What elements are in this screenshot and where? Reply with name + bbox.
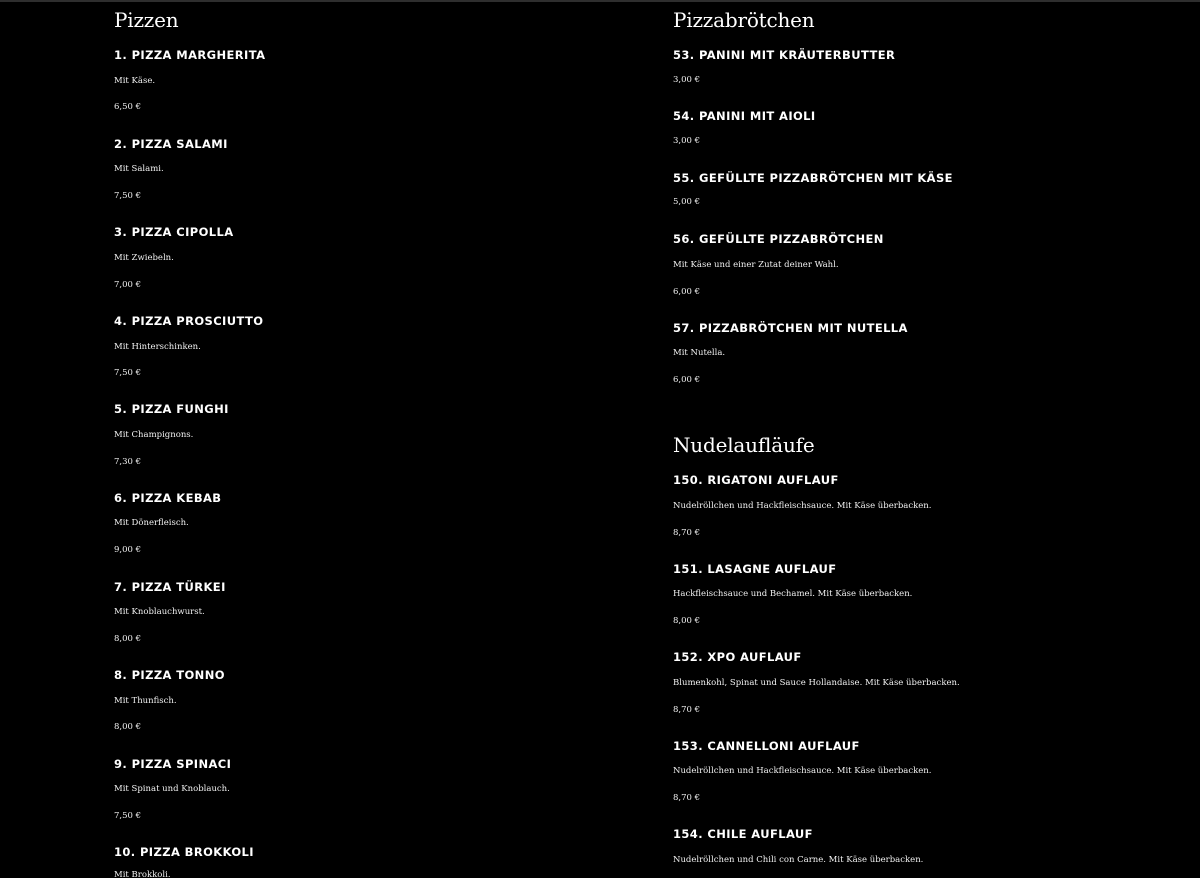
menu-item-title[interactable]: 152. XPO AUFLAUF xyxy=(673,650,802,664)
menu-item-title[interactable]: 10. PIZZA BROKKOLI xyxy=(114,845,254,859)
pizzabroetchen-heading: Pizzabrötchen xyxy=(673,8,815,32)
menu-item-price: 7,50 € xyxy=(114,368,142,378)
menu-item-title[interactable]: 151. LASAGNE AUFLAUF xyxy=(673,562,837,576)
menu-item-price: 7,50 € xyxy=(114,191,142,201)
menu-item-title[interactable]: 57. PIZZABRÖTCHEN MIT NUTELLA xyxy=(673,321,908,335)
menu-item-description: Mit Brokkoli. xyxy=(114,870,171,878)
menu-item-price: 6,00 € xyxy=(673,287,701,297)
menu-item-description: Mit Käse. xyxy=(114,76,156,86)
menu-item-title[interactable]: 56. GEFÜLLTE PIZZABRÖTCHEN xyxy=(673,232,884,246)
menu-item-description: Nudelröllchen und Hackfleischsauce. Mit Käse überbacken. xyxy=(673,766,932,776)
menu-item-title[interactable]: 5. PIZZA FUNGHI xyxy=(114,402,229,416)
menu-item-price: 7,50 € xyxy=(114,811,142,821)
menu-item-description: Nudelröllchen und Chili con Carne. Mit Käse überbacken. xyxy=(673,855,924,865)
menu-item-title[interactable]: 9. PIZZA SPINACI xyxy=(114,757,232,771)
menu-item-title[interactable]: 1. PIZZA MARGHERITA xyxy=(114,48,266,62)
top-border xyxy=(0,0,1200,2)
menu-item-price: 7,00 € xyxy=(114,280,142,290)
menu-item-title[interactable]: 53. PANINI MIT KRÄUTERBUTTER xyxy=(673,48,896,62)
menu-item-title[interactable]: 8. PIZZA TONNO xyxy=(114,668,225,682)
menu-item-price: 6,50 € xyxy=(114,102,142,112)
menu-item-title[interactable]: 154. CHILE AUFLAUF xyxy=(673,827,813,841)
menu-item-description: Mit Käse und einer Zutat deiner Wahl. xyxy=(673,260,839,270)
menu-item-description: Hackfleischsauce und Bechamel. Mit Käse überbacken. xyxy=(673,589,913,599)
menu-item-description: Mit Dönerfleisch. xyxy=(114,518,189,528)
menu-item-price: 7,30 € xyxy=(114,457,142,467)
menu-item-description: Mit Hinterschinken. xyxy=(114,342,201,352)
menu-item-price: 6,00 € xyxy=(673,375,701,385)
menu-item-price: 8,00 € xyxy=(114,722,142,732)
menu-item-price: 3,00 € xyxy=(673,75,701,85)
menu-item-title[interactable]: 55. GEFÜLLTE PIZZABRÖTCHEN MIT KÄSE xyxy=(673,171,953,185)
menu-item-description: Nudelröllchen und Hackfleischsauce. Mit Käse überbacken. xyxy=(673,501,932,511)
menu-item-description: Mit Zwiebeln. xyxy=(114,253,174,263)
menu-item-price: 8,70 € xyxy=(673,793,701,803)
menu-item-price: 8,70 € xyxy=(673,528,701,538)
menu-item-price: 8,70 € xyxy=(673,705,701,715)
menu-item-description: Mit Knoblauchwurst. xyxy=(114,607,205,617)
menu-item-description: Mit Spinat und Knoblauch. xyxy=(114,784,230,794)
menu-item-price: 8,00 € xyxy=(673,616,701,626)
menu-item-title[interactable]: 54. PANINI MIT AIOLI xyxy=(673,109,816,123)
menu-item-price: 8,00 € xyxy=(114,634,142,644)
menu-item-price: 5,00 € xyxy=(673,197,701,207)
menu-item-title[interactable]: 7. PIZZA TÜRKEI xyxy=(114,580,226,594)
menu-item-description: Mit Champignons. xyxy=(114,430,194,440)
menu-item-price: 3,00 € xyxy=(673,136,701,146)
menu-item-title[interactable]: 3. PIZZA CIPOLLA xyxy=(114,225,234,239)
nudelauflaeufe-heading: Nudelaufläufe xyxy=(673,433,815,457)
menu-item-description: Blumenkohl, Spinat und Sauce Hollandaise. Mit Käse überbacken. xyxy=(673,678,960,688)
menu-item-title[interactable]: 153. CANNELLONI AUFLAUF xyxy=(673,739,860,753)
menu-item-title[interactable]: 6. PIZZA KEBAB xyxy=(114,491,222,505)
menu-item-description: Mit Thunfisch. xyxy=(114,696,177,706)
menu-item-title[interactable]: 4. PIZZA PROSCIUTTO xyxy=(114,314,264,328)
menu-item-title[interactable]: 150. RIGATONI AUFLAUF xyxy=(673,473,839,487)
menu-item-price: 9,00 € xyxy=(114,545,142,555)
menu-item-title[interactable]: 2. PIZZA SALAMI xyxy=(114,137,228,151)
menu-item-description: Mit Salami. xyxy=(114,164,164,174)
pizzen-heading: Pizzen xyxy=(114,8,179,32)
menu-item-description: Mit Nutella. xyxy=(673,348,726,358)
